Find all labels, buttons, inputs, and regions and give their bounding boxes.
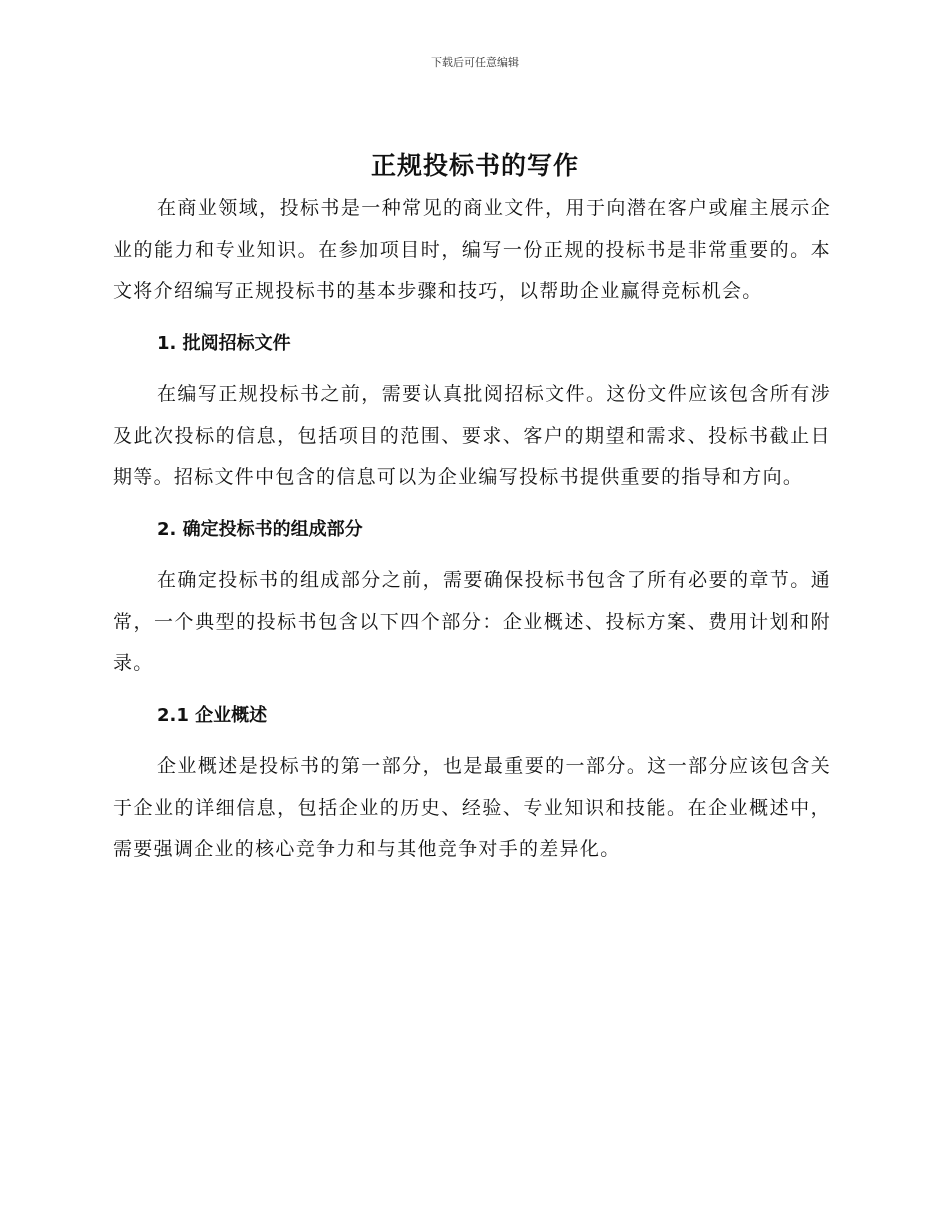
section-heading-1: 1. 批阅招标文件 (157, 332, 291, 354)
section-heading-2: 2. 确定投标书的组成部分 (157, 518, 363, 540)
section-paragraph-2: 在确定投标书的组成部分之前，需要确保投标书包含了所有必要的章节。通常，一个典型的投标书包含以下四个部分：企业概述、投标方案、费用计划和附录。 (113, 569, 831, 674)
section-paragraph-2-1: 企业概述是投标书的第一部分，也是最重要的一部分。这一部分应该包含关于企业的详细信息，包括企业的历史、经验、专业知识和技能。在企业概述中，需要强调企业的核心竞争力和与其他竞争对手的差异化。 (113, 755, 831, 860)
page-header: 下载后可任意编辑 (431, 56, 519, 69)
intro-paragraph: 在商业领域，投标书是一种常见的商业文件，用于向潜在客户或雇主展示企业的能力和专业知识。在参加项目时，编写一份正规的投标书是非常重要的。本文将介绍编写正规投标书的基本步骤和技巧，以帮助企业赢得竞标机会。 (113, 197, 831, 302)
section-paragraph-1: 在编写正规投标书之前，需要认真批阅招标文件。这份文件应该包含所有涉及此次投标的信息，包括项目的范围、要求、客户的期望和需求、投标书截止日期等。招标文件中包含的信息可以为企业编写投标书提供重要的指导和方向。 (113, 383, 831, 488)
document-body (113, 188, 831, 871)
section-heading-2-1: 2.1 企业概述 (157, 704, 268, 726)
document-title: 正规投标书的写作 (370, 151, 579, 180)
